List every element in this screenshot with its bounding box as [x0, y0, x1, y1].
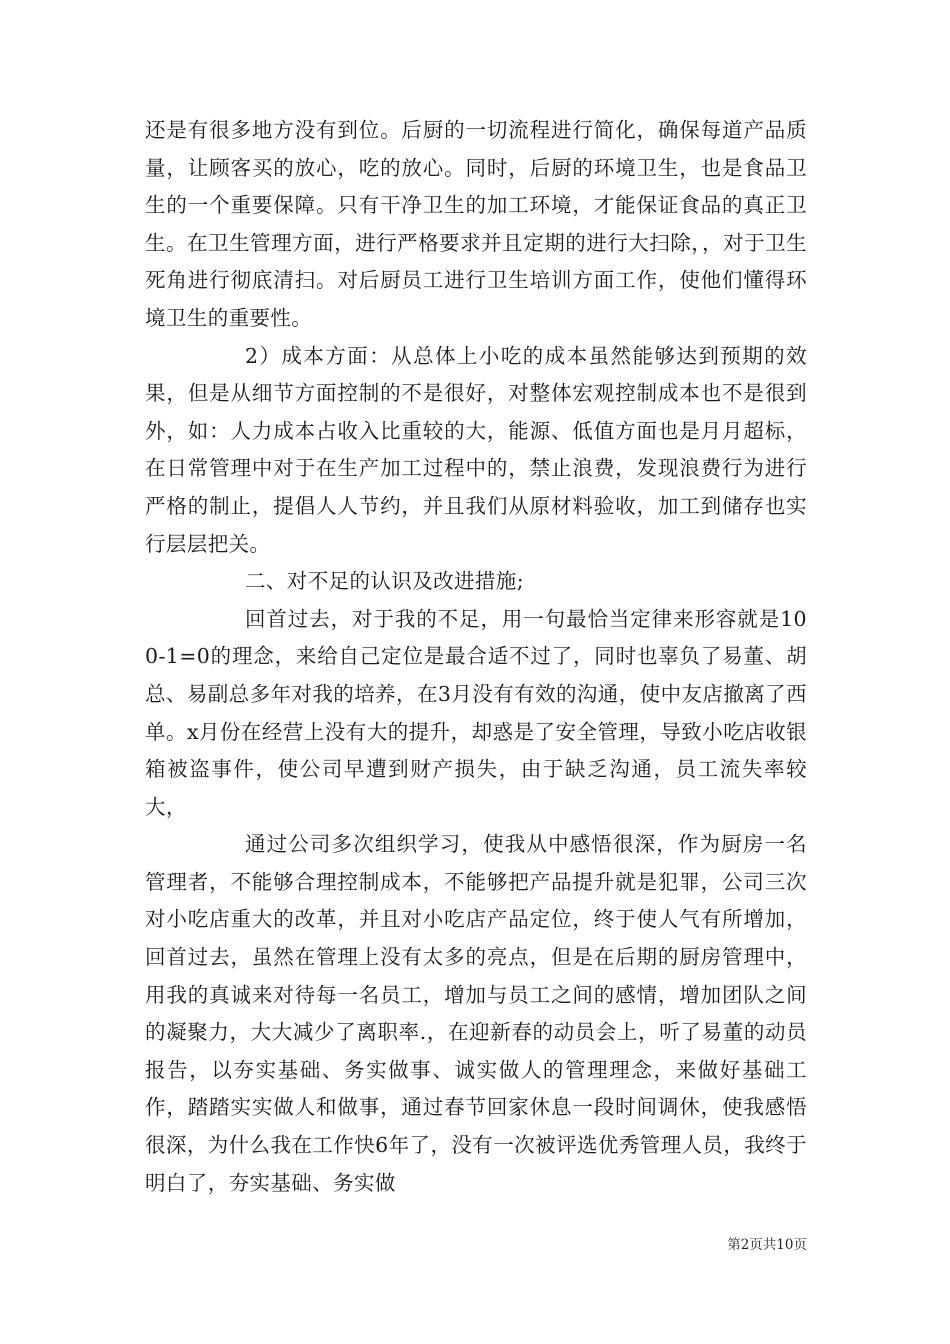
paragraph-kitchen-hygiene: 还是有很多地方没有到位。后厨的一切流程进行简化，确保每道产品质量，让顾客买的放心，吃的放心。同时，后厨的环境卫生，也是食品卫生的一个重要保障。只有干净卫生的加工环境，才能保证食品的真正卫生。在卫生管理方面，进行严格要求并且定期的进行大扫除，，对于卫生死角进行彻底清扫。对后厨员工进行卫生培训方面工作，使他们懂得环境卫生的重要性。 — [145, 118, 807, 330]
paragraph-looking-back: 回首过去，对于我的不足，用一句最恰当定律来形容就是100-1=0的理念，来给自己定位是最合适不过了，同时也辜负了易董、胡总、易副总多年对我的培养，在3月没有有效的沟通，使中友店撤离了西单。x月份在经营上没有大的提升，却惑是了安全管理，导致小吃店收银箱被盗事件，使公司早遭到财产损失，由于缺乏沟通，员工流失率较大， — [145, 606, 807, 819]
page-footer: 第2页共10页 — [727, 1237, 807, 1253]
document-body — [145, 112, 807, 1202]
paragraph-company-learning: 通过公司多次组织学习，使我从中感悟很深，作为厨房一名管理者，不能够合理控制成本，不能够把产品提升就是犯罪，公司三次对小吃店重大的改革，并且对小吃店产品定位，终于使人气有所增加，回首过去，虽然在管理上没有太多的亮点，但是在后期的厨房管理中，用我的真诚来对待每一名员工，增加与员工之间的感情，增加团队之间的凝聚力，大大减少了离职率.，在迎新春的动员会上，听了易董的动员报告，以夯实基础、务实做事、诚实做人的管理理念，来做好基础工作，踏踏实实做人和做事，通过春节回家休息一段时间调休，使我感悟很深，为什么我在工作快6年了，没有一次被评选优秀管理人员，我终于明白了，夯实基础、务实做 — [145, 832, 807, 1195]
paragraph-cost-control: 2）成本方面：从总体上小吃的成本虽然能够达到预期的效果，但是从细节方面控制的不是很好，对整体宏观控制成本也不是很到外，如：人力成本占收入比重较的大，能源、低值方面也是月月超标，在日常管理中对于在生产加工过程中的，禁止浪费，发现浪费行为进行严格的制止，提倡人人节约，并且我们从原材料验收，加工到储存也实行层层把关。 — [145, 343, 807, 556]
section-heading-shortcomings: 二、对不足的认识及改进措施; — [245, 569, 525, 594]
